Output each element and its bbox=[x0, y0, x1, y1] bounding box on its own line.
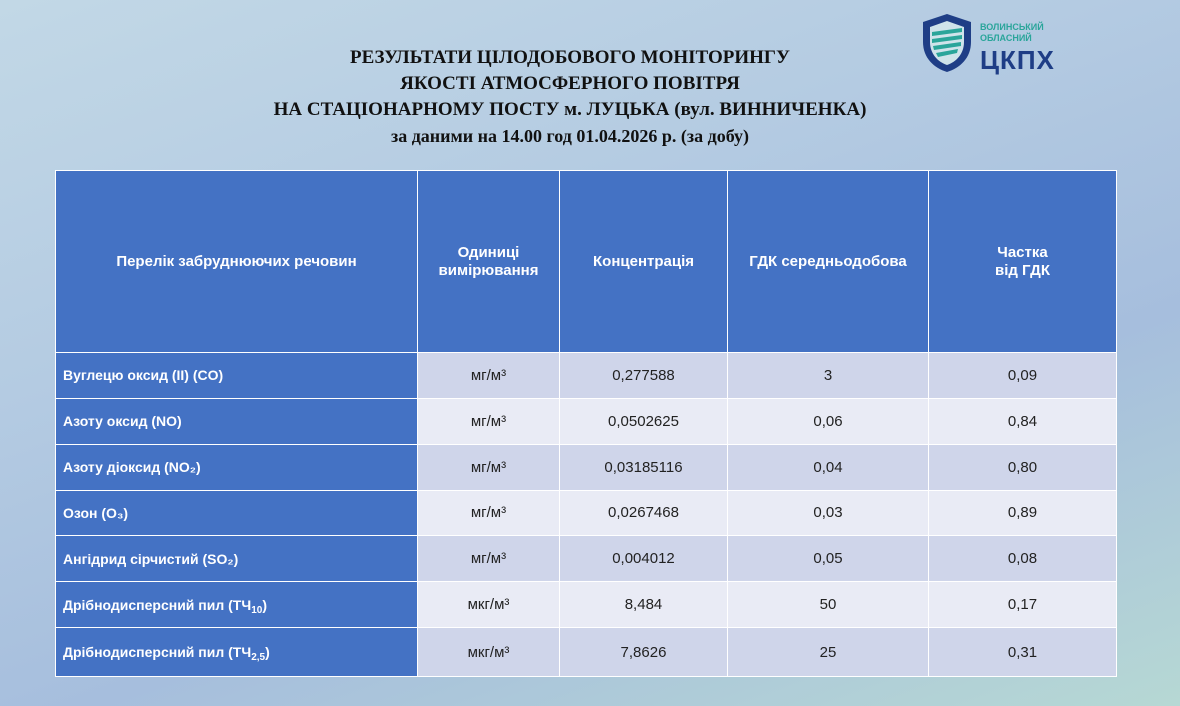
concentration-cell: 8,484 bbox=[560, 582, 728, 628]
substance-name: Ангідрид сірчистий (SO₂) bbox=[56, 536, 418, 582]
column-header-concentration: Концентрація bbox=[560, 171, 728, 353]
page-title bbox=[170, 45, 970, 149]
mac-cell: 0,03 bbox=[728, 490, 929, 536]
concentration-cell: 0,03185116 bbox=[560, 444, 728, 490]
column-header-substances: Перелік забруднюючих речовин bbox=[56, 171, 418, 353]
concentration-cell: 0,277588 bbox=[560, 353, 728, 399]
substance-name: Азоту діоксид (NO₂) bbox=[56, 444, 418, 490]
unit-cell: мкг/м³ bbox=[418, 628, 560, 677]
concentration-cell: 0,0502625 bbox=[560, 398, 728, 444]
table-header-row bbox=[56, 171, 1117, 353]
logo-name: ЦКПХ bbox=[980, 45, 1055, 75]
share-cell: 0,89 bbox=[929, 490, 1117, 536]
mac-cell: 0,05 bbox=[728, 536, 929, 582]
table-row bbox=[56, 536, 1117, 582]
shield-logo-icon bbox=[918, 12, 976, 74]
mac-cell: 3 bbox=[728, 353, 929, 399]
share-cell: 0,08 bbox=[929, 536, 1117, 582]
unit-cell: мкг/м³ bbox=[418, 582, 560, 628]
title-line-1: РЕЗУЛЬТАТИ ЦІЛОДОБОВОГО МОНІТОРИНГУ bbox=[350, 47, 790, 68]
substance-name: Азоту оксид (NO) bbox=[56, 398, 418, 444]
substance-name: Дрібнодисперсний пил $(ТЧ_{2,5})$ bbox=[56, 628, 418, 677]
unit-cell: мг/м³ bbox=[418, 490, 560, 536]
monitoring-table bbox=[55, 170, 1117, 677]
share-cell: 0,31 bbox=[929, 628, 1117, 677]
table-row bbox=[56, 582, 1117, 628]
title-line-4: за даними на 14.00 год 01.04.2026 р. (за добу) bbox=[390, 126, 750, 146]
title-line-3: НА СТАЦІОНАРНОМУ ПОСТУ м. ЛУЦЬКА (вул. ВИННИЧЕНКА) bbox=[273, 99, 867, 120]
logo-region-text: ВОЛИНСЬКИЙ ОБЛАСНИЙ bbox=[980, 22, 1044, 43]
share-cell: 0,80 bbox=[929, 444, 1117, 490]
column-header-share: Частка від ГДК bbox=[929, 171, 1117, 353]
substance-name: Дрібнодисперсний пил $(ТЧ_{10})$ bbox=[56, 582, 418, 628]
mac-cell: 50 bbox=[728, 582, 929, 628]
mac-cell: 0,04 bbox=[728, 444, 929, 490]
concentration-cell: 0,0267468 bbox=[560, 490, 728, 536]
title-line-2: ЯКОСТІ АТМОСФЕРНОГО ПОВІТРЯ bbox=[400, 73, 740, 94]
mac-cell: 25 bbox=[728, 628, 929, 677]
share-cell: 0,09 bbox=[929, 353, 1117, 399]
mac-cell: 0,06 bbox=[728, 398, 929, 444]
table-row bbox=[56, 490, 1117, 536]
concentration-cell: 0,004012 bbox=[560, 536, 728, 582]
table-row bbox=[56, 353, 1117, 399]
substance-name: Вуглецю оксид (ІІ) (CO) bbox=[56, 353, 418, 399]
organization-logo bbox=[918, 12, 1068, 74]
unit-cell: мг/м³ bbox=[418, 353, 560, 399]
share-cell: 0,84 bbox=[929, 398, 1117, 444]
concentration-cell: 7,8626 bbox=[560, 628, 728, 677]
share-cell: 0,17 bbox=[929, 582, 1117, 628]
unit-cell: мг/м³ bbox=[418, 444, 560, 490]
table-row bbox=[56, 628, 1117, 677]
unit-cell: мг/м³ bbox=[418, 398, 560, 444]
column-header-mac: ГДК середньодобова bbox=[728, 171, 929, 353]
table-row bbox=[56, 444, 1117, 490]
table-row bbox=[56, 398, 1117, 444]
column-header-units: Одиниці вимірювання bbox=[418, 171, 560, 353]
unit-cell: мг/м³ bbox=[418, 536, 560, 582]
substance-name: Озон (O₃) bbox=[56, 490, 418, 536]
